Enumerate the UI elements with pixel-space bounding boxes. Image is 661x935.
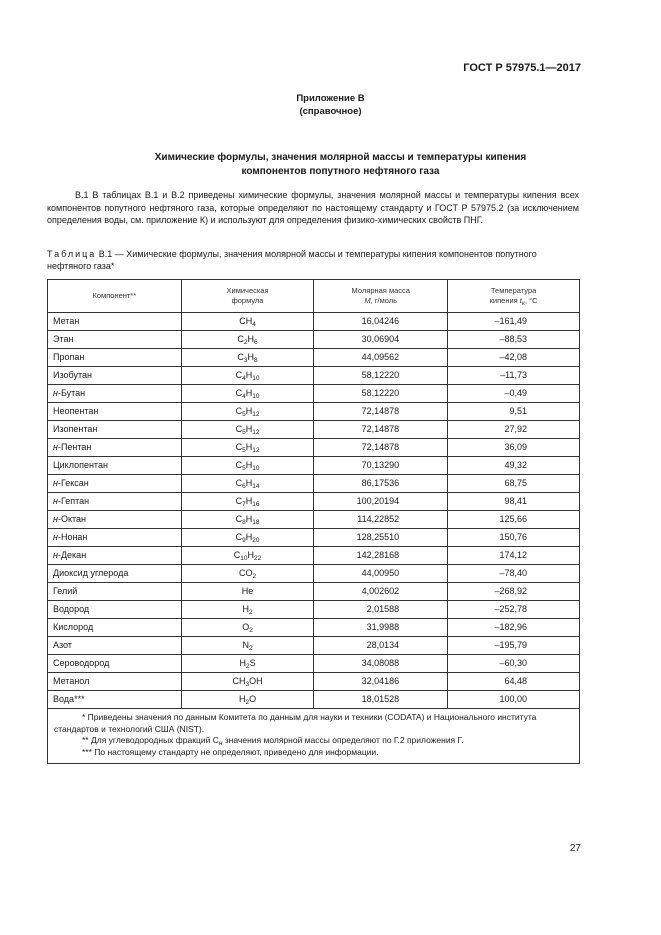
molar-mass: 16,04246: [314, 313, 448, 331]
table-header-row: [48, 280, 580, 313]
boiling-temperature: –252,78: [448, 601, 580, 619]
chemical-formula: $C_3H_8$: [181, 349, 314, 367]
molar-mass: 58,12220: [314, 385, 448, 403]
boiling-temperature: 36,09: [448, 439, 580, 457]
component-name: Изопентан: [48, 421, 182, 439]
chemical-formula: $C_{10}H_{22}$: [181, 547, 314, 565]
note-2: ** Для углеводородных фракций $C_н$ значения молярной массы определяют по Г.2 приложения Г.: [82, 735, 464, 747]
chemical-formula: $C_6H_{14}$: [181, 475, 314, 493]
boiling-temperature: –88,53: [448, 331, 580, 349]
intro-paragraph: В.1 В таблицах В.1 и В.2 приведены химические формулы, значения молярной массы и температуры кипения всех компонентов попутного нефтяного газа, которые определяют по настоящему стандарту и ГОСТ Р 57975.2 (за исключением определения воды, см. приложение К) и используют для определения физико-химических свойств ПНГ.: [47, 190, 579, 226]
document-title: [60, 151, 621, 179]
header-boiling-temp: Температура кипения $t_к$, °С: [448, 280, 580, 313]
components-table: [47, 279, 580, 764]
chemical-formula: $C_9H_{20}$: [181, 529, 314, 547]
header-component: Компонент**: [48, 280, 182, 313]
boiling-temperature: 98,41: [448, 493, 580, 511]
table-row: [48, 547, 580, 565]
boiling-temperature: –11,73: [448, 367, 580, 385]
component-name: Кислород: [48, 619, 182, 637]
component-name: Диоксид углерода: [48, 565, 182, 583]
molar-mass: 31,9988: [314, 619, 448, 637]
boiling-temperature: –182,96: [448, 619, 580, 637]
table-row: [48, 673, 580, 691]
chemical-formula: $C_8H_{18}$: [181, 511, 314, 529]
table-row: [48, 691, 580, 709]
component-name: Этан: [48, 331, 182, 349]
table-row: [48, 511, 580, 529]
component-name: Метанол: [48, 673, 182, 691]
page-number: 27: [569, 843, 581, 854]
component-name: н-Гептан: [48, 493, 182, 511]
molar-mass: 58,12220: [314, 367, 448, 385]
molar-mass: 114,22852: [314, 511, 448, 529]
chemical-formula: $C_5H_{10}$: [181, 457, 314, 475]
boiling-temperature: –0,49: [448, 385, 580, 403]
table-row: [48, 493, 580, 511]
boiling-temperature: –78,40: [448, 565, 580, 583]
table-caption: [47, 248, 579, 273]
molar-mass: 128,25510: [314, 529, 448, 547]
table-row: [48, 403, 580, 421]
table-row: [48, 349, 580, 367]
table-caption-label: Таблица: [47, 249, 97, 259]
table-row: [48, 637, 580, 655]
header-molar-mass: Молярная масса M, г/моль: [314, 280, 448, 313]
chemical-formula: $CH_3OH$: [181, 673, 314, 691]
standard-number: ГОСТ Р 57975.1—2017: [463, 62, 581, 74]
table-row: [48, 385, 580, 403]
molar-mass: 18,01528: [314, 691, 448, 709]
component-name: Пропан: [48, 349, 182, 367]
table-notes-row: [48, 709, 580, 764]
molar-mass: 86,17536: [314, 475, 448, 493]
molar-mass: 70,13290: [314, 457, 448, 475]
molar-mass: 72,14878: [314, 421, 448, 439]
table-row: [48, 367, 580, 385]
molar-mass: 72,14878: [314, 403, 448, 421]
chemical-formula: $CO_2$: [181, 565, 314, 583]
chemical-formula: $C_4H_{10}$: [181, 367, 314, 385]
boiling-temperature: 100,00: [448, 691, 580, 709]
component-name: н-Декан: [48, 547, 182, 565]
table-row: [48, 565, 580, 583]
chemical-formula: $CH_4$: [181, 313, 314, 331]
molar-mass: 28,0134: [314, 637, 448, 655]
chemical-formula: He: [181, 583, 314, 601]
boiling-temperature: 68,75: [448, 475, 580, 493]
molar-mass: 30,06904: [314, 331, 448, 349]
table-row: [48, 601, 580, 619]
boiling-temperature: –195,79: [448, 637, 580, 655]
boiling-temperature: –42,08: [448, 349, 580, 367]
molar-mass: 2,01588: [314, 601, 448, 619]
component-name: Сероводород: [48, 655, 182, 673]
component-name: н-Октан: [48, 511, 182, 529]
molar-mass: 100,20194: [314, 493, 448, 511]
component-name: Неопентан: [48, 403, 182, 421]
table-row: [48, 331, 580, 349]
chemical-formula: $C_7H_{16}$: [181, 493, 314, 511]
chemical-formula: $N_2$: [181, 637, 314, 655]
component-name: н-Нонан: [48, 529, 182, 547]
boiling-temperature: 150,76: [448, 529, 580, 547]
boiling-temperature: –268,92: [448, 583, 580, 601]
table-row: [48, 529, 580, 547]
table-row: [48, 313, 580, 331]
boiling-temperature: 174,12: [448, 547, 580, 565]
note-1: * Приведены значения по данным Комитета по данным для науки и техники (CODATA) и Национального института стандартов и технологий США (NIST).: [54, 712, 537, 734]
table-row: [48, 475, 580, 493]
document-title-line: Химические формулы, значения молярной массы и температуры кипения: [154, 152, 527, 163]
boiling-temperature: –161,49: [448, 313, 580, 331]
chemical-formula: $C_5H_{12}$: [181, 403, 314, 421]
component-name: н-Гексан: [48, 475, 182, 493]
boiling-temperature: 9,51: [448, 403, 580, 421]
table-row: [48, 619, 580, 637]
component-name: н-Пентан: [48, 439, 182, 457]
table-notes: [48, 709, 580, 764]
chemical-formula: $C_5H_{12}$: [181, 421, 314, 439]
molar-mass: 72,14878: [314, 439, 448, 457]
boiling-temperature: 27,92: [448, 421, 580, 439]
boiling-temperature: –60,30: [448, 655, 580, 673]
table-caption-text: В.1 — Химические формулы, значения молярной массы и температуры кипения компонентов попутного нефтяного газа*: [47, 249, 537, 272]
component-name: Гелий: [48, 583, 182, 601]
molar-mass: 44,09562: [314, 349, 448, 367]
component-name: Азот: [48, 637, 182, 655]
component-name: Вода***: [48, 691, 182, 709]
boiling-temperature: 49,32: [448, 457, 580, 475]
molar-mass: 4,002602: [314, 583, 448, 601]
component-name: Изобутан: [48, 367, 182, 385]
chemical-formula: $C_5H_{12}$: [181, 439, 314, 457]
component-name: Циклопентан: [48, 457, 182, 475]
appendix-subtitle: (справочное): [299, 106, 362, 117]
chemical-formula: $H_2S$: [181, 655, 314, 673]
appendix-heading: [0, 92, 661, 118]
table-row: [48, 583, 580, 601]
boiling-temperature: 64,48: [448, 673, 580, 691]
boiling-temperature: 125,66: [448, 511, 580, 529]
appendix-title: Приложение В: [296, 93, 365, 104]
table-row: [48, 421, 580, 439]
chemical-formula: $O_2$: [181, 619, 314, 637]
chemical-formula: $C_4H_{10}$: [181, 385, 314, 403]
component-name: Водород: [48, 601, 182, 619]
molar-mass: 44,00950: [314, 565, 448, 583]
document-title-line: компонентов попутного нефтяного газа: [241, 166, 440, 177]
table-row: [48, 655, 580, 673]
component-name: н-Бутан: [48, 385, 182, 403]
header-formula: Химическая формула: [181, 280, 314, 313]
molar-mass: 34,08088: [314, 655, 448, 673]
table-row: [48, 457, 580, 475]
component-name: Метан: [48, 313, 182, 331]
chemical-formula: $H_2$: [181, 601, 314, 619]
table-row: [48, 439, 580, 457]
molar-mass: 142,28168: [314, 547, 448, 565]
note-3: *** По настоящему стандарту не определяют, приведено для информации.: [82, 746, 379, 757]
chemical-formula: $H_2O$: [181, 691, 314, 709]
chemical-formula: $C_2H_6$: [181, 331, 314, 349]
molar-mass: 32,04186: [314, 673, 448, 691]
